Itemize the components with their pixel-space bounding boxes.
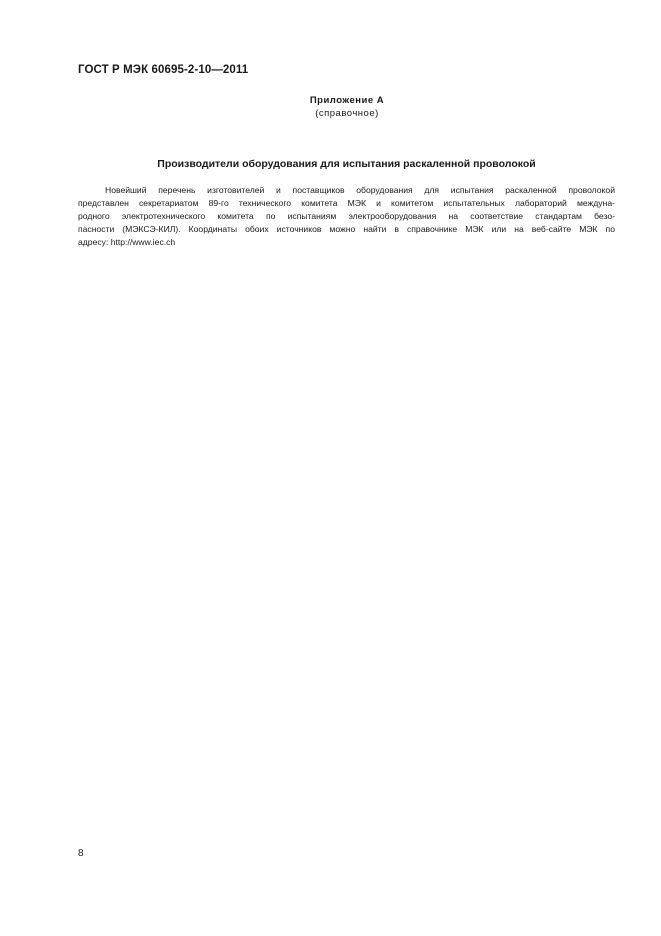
body-paragraph [78, 184, 615, 249]
annex-type: (справочное) [315, 108, 379, 119]
paragraph-line: представлен секретариатом 89-го технического комитета МЭК и комитетом испытательных лабораторий междуна- [78, 198, 615, 208]
paragraph-line: родного электротехнического комитета по испытаниям электрооборудования на соответствие стандартам безо- [78, 211, 615, 221]
paragraph-line-url: адресу: http://www.iec.ch [78, 237, 176, 247]
annex-title: Приложение А [309, 95, 385, 106]
page-number: 8 [78, 848, 84, 859]
standard-code: ГОСТ Р МЭК 60695-2-10—2011 [78, 64, 249, 76]
section-title: Производители оборудования для испытания раскаленной проволокой [157, 158, 536, 170]
paragraph-line: Новейший перечень изготовителей и поставщиков оборудования для испытания раскаленной проволокой [105, 185, 615, 195]
paragraph-line: пасности (МЭКСЭ-КИЛ). Координаты обоих источников можно найти в справочнике МЭК или на веб-сайте МЭК по [78, 224, 615, 234]
